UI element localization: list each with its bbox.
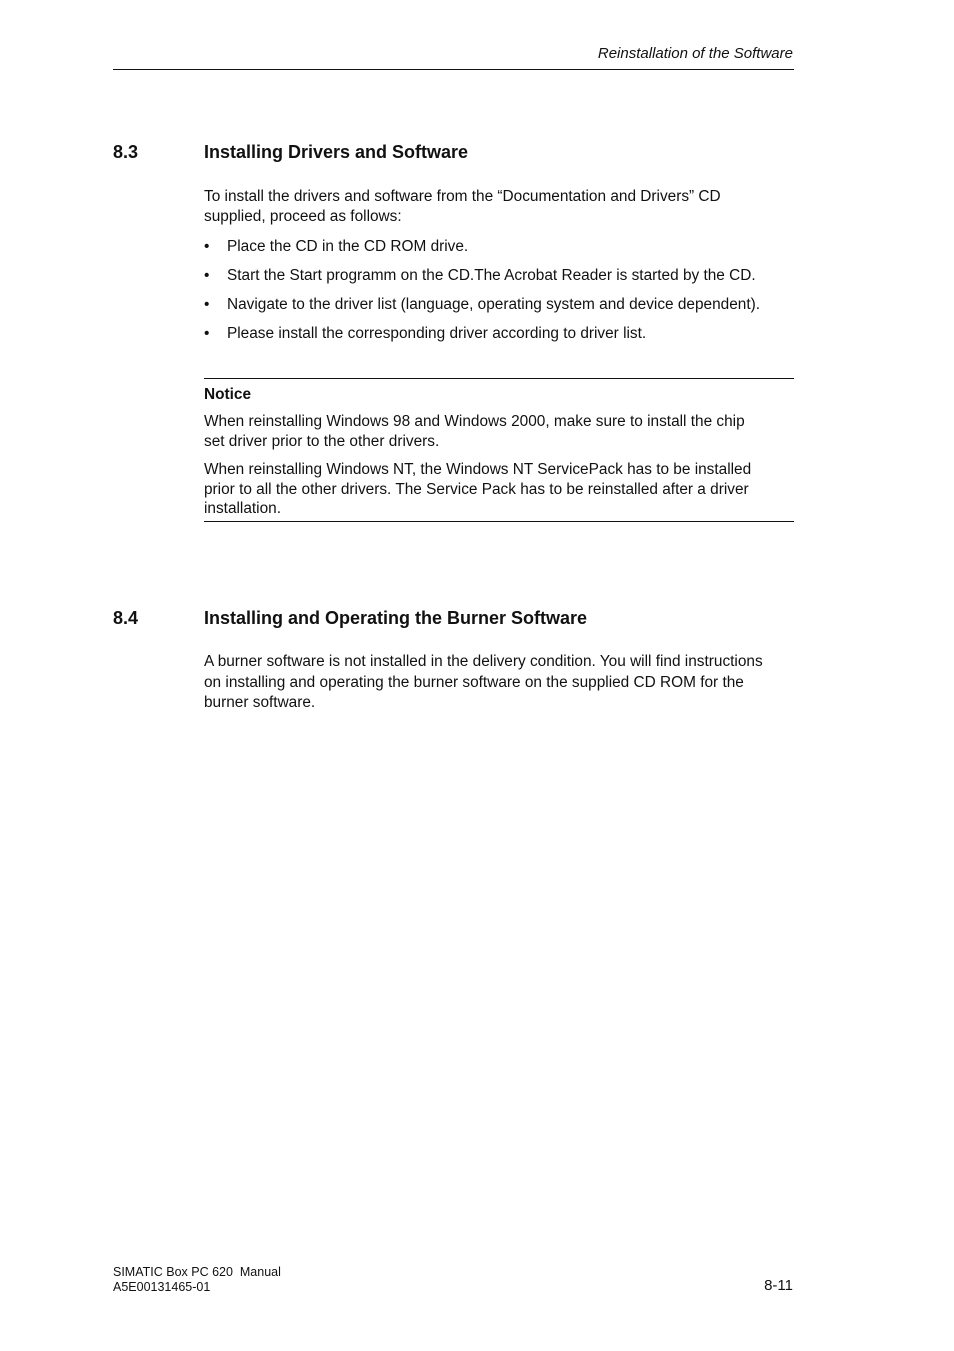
intro-line: supplied, proceed as follows: — [204, 208, 402, 225]
section-number: 8.3 — [113, 142, 139, 162]
notice-paragraph — [204, 412, 794, 451]
notice-top-rule — [204, 378, 794, 379]
bullet-icon: • — [204, 325, 210, 342]
bullet-icon: • — [204, 296, 210, 313]
order-number: A5E00131465-01 — [113, 1280, 211, 1294]
notice-heading: Notice — [204, 386, 252, 403]
running-header-title: Reinstallation of the Software — [597, 45, 793, 62]
notice-paragraph — [204, 460, 794, 519]
list-item — [204, 324, 794, 353]
section-number: 8.4 — [113, 608, 139, 628]
notice-line: installation. — [204, 500, 281, 517]
body-line: on installing and operating the burner software on the supplied CD ROM for the — [204, 673, 744, 691]
footer-manual-info — [113, 1265, 281, 1295]
intro-line: To install the drivers and software from the “Documentation and Drivers” CD — [204, 188, 721, 205]
notice-line: When reinstalling Windows 98 and Windows 2000, make sure to install the chip — [204, 413, 745, 430]
notice-line: When reinstalling Windows NT, the Windows NT ServicePack has to be installed — [204, 461, 752, 478]
page-number: 8-11 — [764, 1277, 793, 1294]
section-title: Installing Drivers and Software — [204, 142, 469, 162]
list-item — [204, 237, 794, 266]
notice-line: prior to all the other drivers. The Service Pack has to be reinstalled after a driver — [204, 480, 749, 498]
bullet-icon: • — [204, 238, 210, 255]
burner-paragraph — [204, 652, 794, 714]
manual-title: SIMATIC Box PC 620 Manual — [113, 1265, 281, 1279]
section-title: Installing and Operating the Burner Software — [204, 608, 588, 628]
notice-bottom-rule — [204, 521, 794, 522]
body-line: burner software. — [204, 694, 316, 711]
list-item-text: Start the Start programm on the CD.The Acrobat Reader is started by the CD. — [227, 267, 756, 284]
list-item — [204, 266, 794, 295]
list-item-text: Place the CD in the CD ROM drive. — [227, 238, 469, 255]
bullet-icon: • — [204, 267, 210, 284]
body-line: A burner software is not installed in the delivery condition. You will find instructions — [204, 653, 763, 670]
header-divider — [113, 69, 794, 70]
list-item-text: Navigate to the driver list (language, operating system and device dependent). — [227, 296, 761, 313]
notice-line: set driver prior to the other drivers. — [204, 432, 440, 450]
install-steps-list — [204, 237, 794, 353]
list-item — [204, 295, 794, 324]
list-item-text: Please install the corresponding driver according to driver list. — [227, 325, 647, 342]
intro-paragraph — [204, 187, 794, 227]
